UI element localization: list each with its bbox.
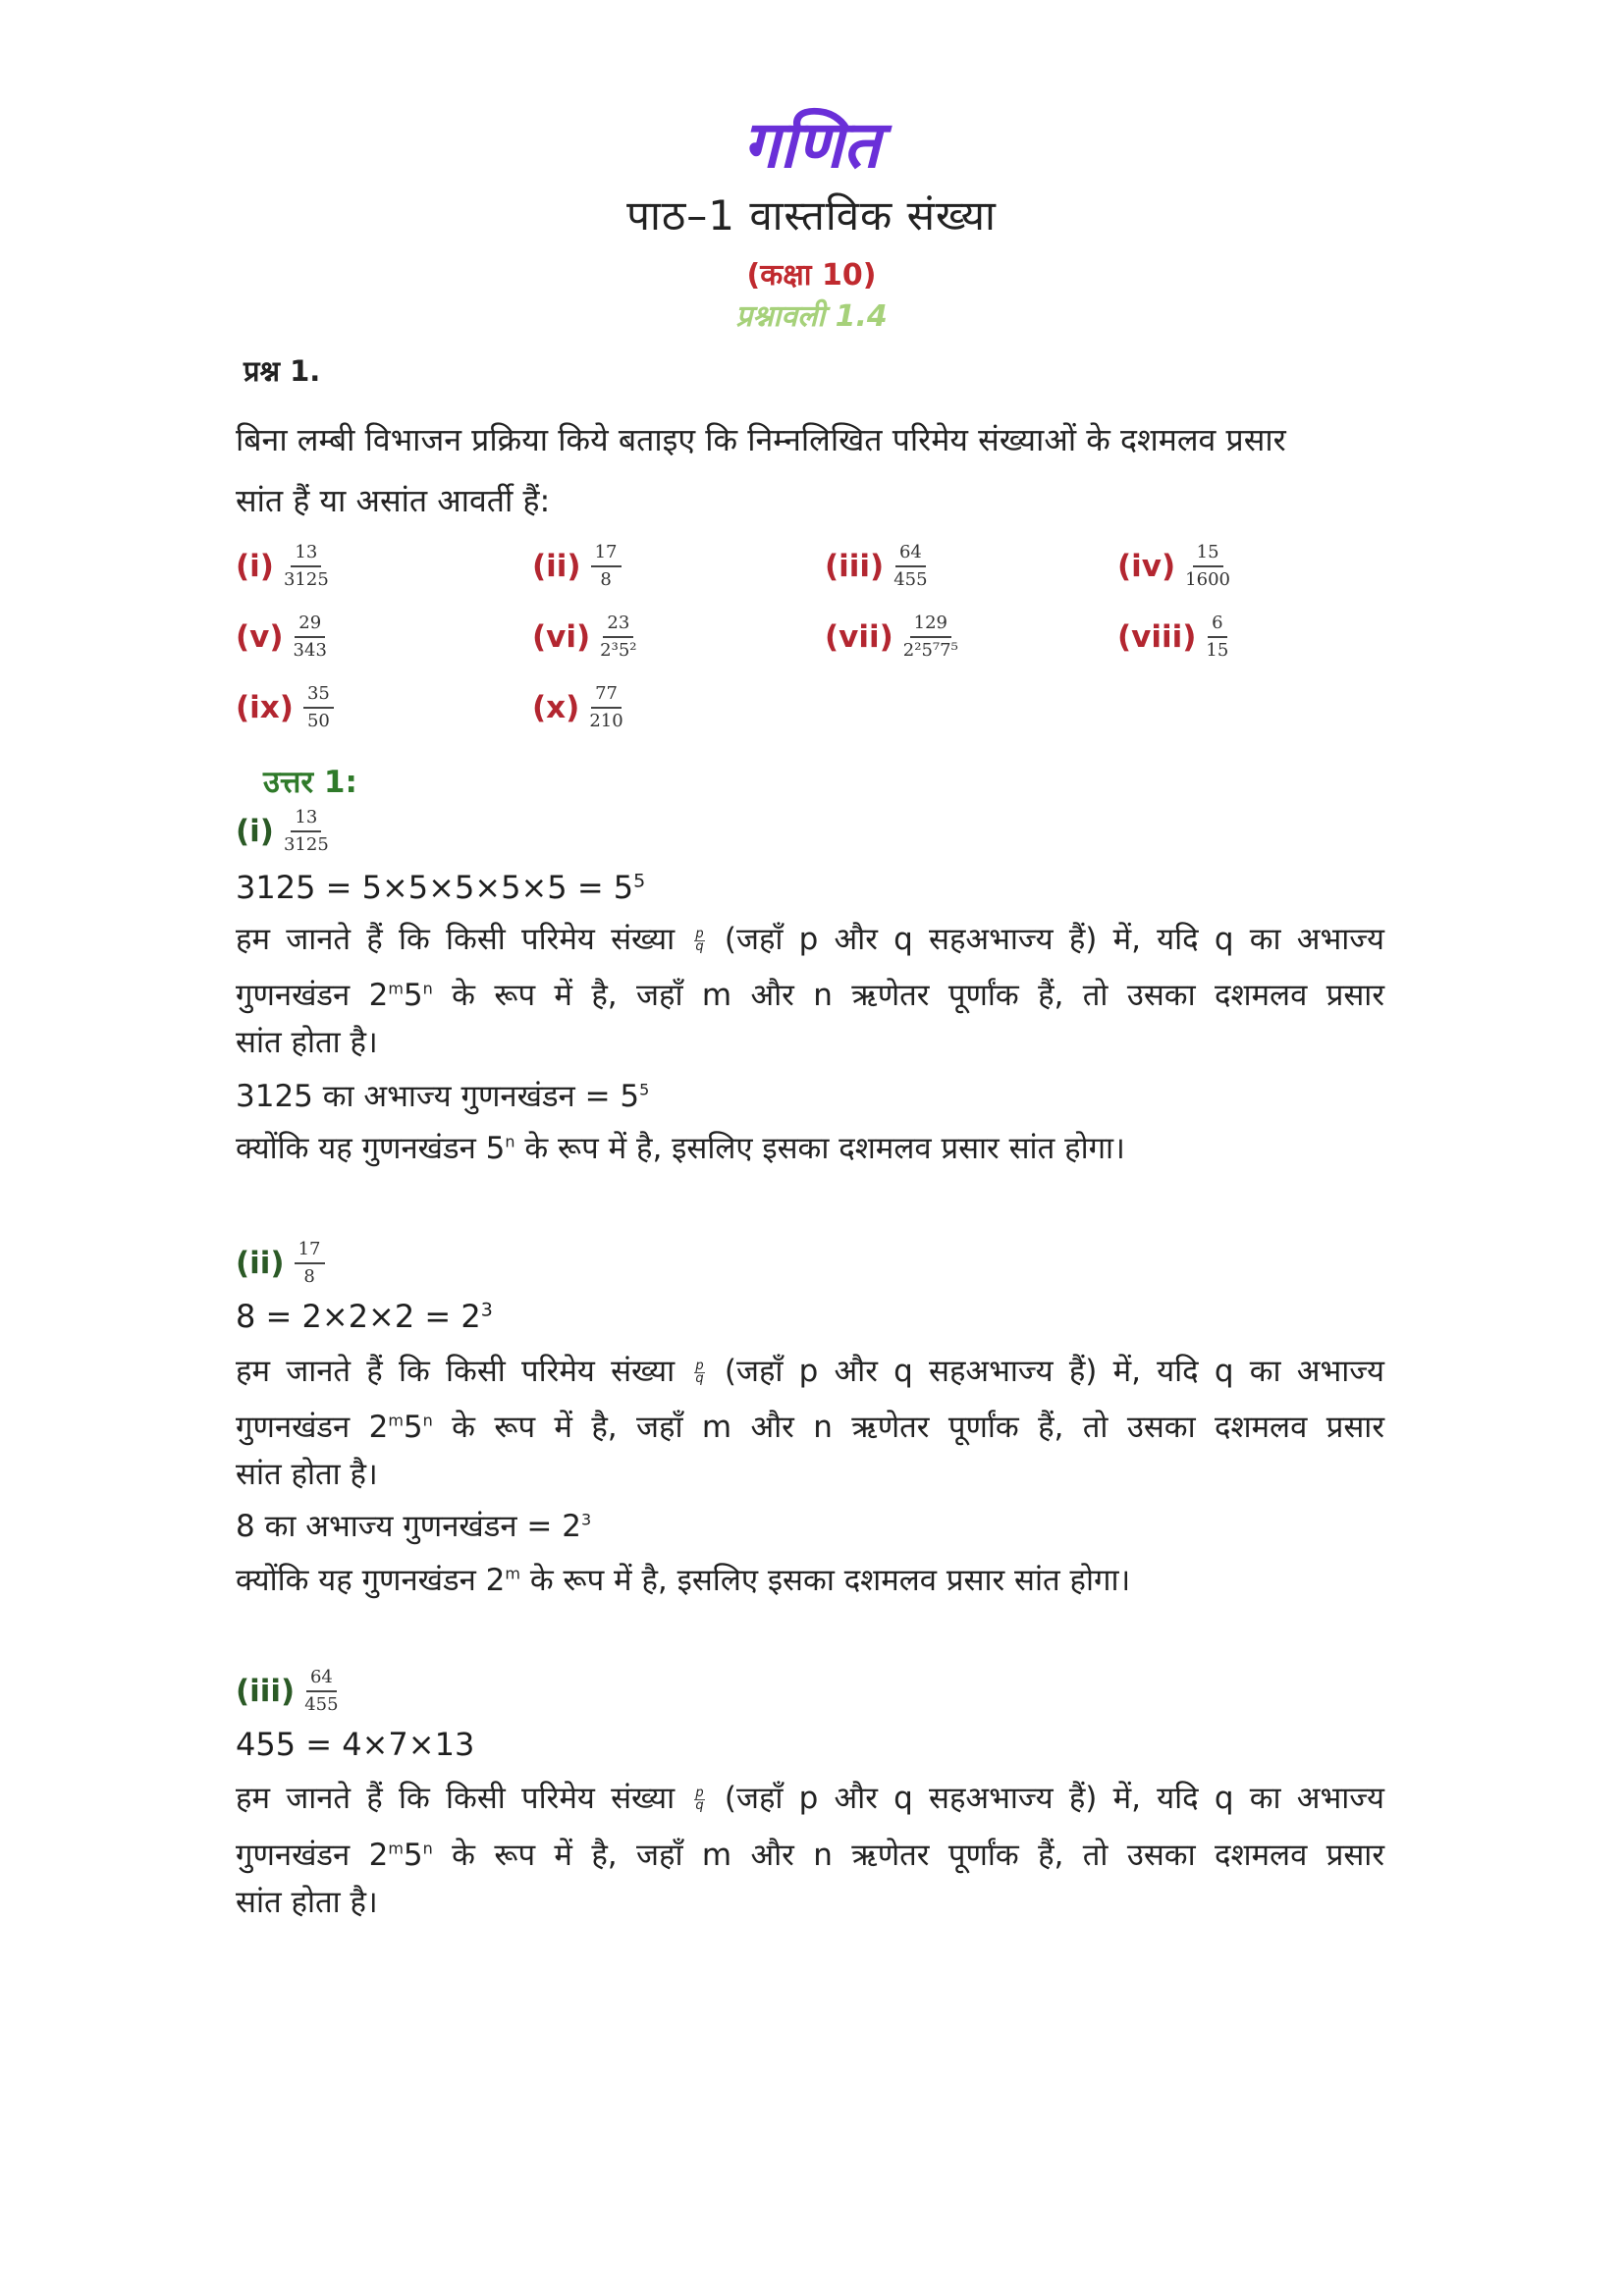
rule-line-1 [236, 1777, 1384, 1818]
fraction [1206, 613, 1228, 662]
fraction [1185, 542, 1230, 591]
question-text-line1: बिना लम्बी विभाजन प्रक्रिया किये बताइए कि निम्नलिखित परिमेय संख्याओं के दशमलव प्रसार [236, 421, 1286, 458]
fraction [284, 807, 329, 856]
chapter-title: पाठ–1 वास्तविक संख्या [626, 191, 997, 240]
answer-part-heading [236, 807, 329, 856]
p: p [695, 1786, 704, 1800]
fraction [893, 542, 927, 591]
rule-text: गुणनखंडन 2 [236, 1838, 389, 1873]
conclusion-text: के रूप में है, इसलिए इसका दशमलव प्रसार सांत होगा। [524, 1131, 1125, 1166]
question-item [532, 613, 637, 662]
factorization-line [236, 1298, 493, 1335]
item-label: (vii) [825, 619, 893, 655]
factorization-line [236, 869, 645, 906]
rule-text: (जहाँ p और q सहअभाज्य हैं) में, यदि q का अभाज्य [724, 922, 1384, 957]
item-label: (iii) [825, 549, 885, 584]
exponent: 5 [639, 1080, 650, 1099]
p-over-q [694, 1361, 704, 1385]
factorization-text: 8 = 2×2×2 = 2 [236, 1298, 481, 1335]
prime-text: 3125 का अभाज्य गुणनखंडन = 5 [236, 1079, 640, 1114]
conclusion-text: क्योंकि यह गुणनखंडन 2 [236, 1563, 506, 1598]
rule-text: (जहाँ p और q सहअभाज्य हैं) में, यदि q का अभाज्य [724, 1781, 1384, 1816]
question-item [236, 613, 327, 662]
prime-factorization-line [236, 1505, 1384, 1546]
exponent: 3 [480, 1299, 493, 1321]
rule-text: हम जानते हैं कि किसी परिमेय संख्या [236, 1781, 676, 1816]
numerator: 29 [295, 613, 325, 638]
rule-text: (जहाँ p और q सहअभाज्य हैं) में, यदि q का अभाज्य [724, 1354, 1384, 1389]
denominator: 15 [1206, 640, 1229, 661]
numerator: 6 [1208, 613, 1226, 638]
p-over-q [694, 1788, 704, 1812]
part-label: (ii) [236, 1246, 285, 1281]
rule-text: के रूप में है, जहाँ m और n ऋणेतर पूर्णांक हैं, तो उसका दशमलव प्रसार [452, 1410, 1384, 1445]
item-label: (x) [532, 690, 580, 725]
denominator: 2²5⁷7⁵ [902, 640, 958, 661]
q: q [695, 939, 704, 954]
exponent: n [422, 1411, 433, 1430]
question-item [236, 683, 334, 732]
fraction [303, 683, 334, 732]
fraction [284, 542, 329, 591]
rule-line-2 [236, 974, 1384, 1015]
exercise-label: प्रश्नावली 1.4 [735, 299, 888, 334]
base: 5 [403, 1410, 423, 1445]
q: q [695, 1371, 704, 1386]
base: 5 [403, 978, 423, 1013]
p: p [695, 1359, 704, 1373]
question-item [825, 542, 928, 591]
rule-text: गुणनखंडन 2 [236, 1410, 389, 1445]
numerator: 35 [303, 683, 334, 709]
question-item [532, 542, 622, 591]
class-label: (कक्षा 10) [746, 258, 877, 293]
question-label: प्रश्न 1. [243, 354, 321, 388]
prime-text: 8 का अभाज्य गुणनखंडन = 2 [236, 1509, 581, 1544]
numerator: 13 [291, 542, 321, 567]
numerator: 15 [1193, 542, 1223, 567]
part-label: (i) [236, 814, 274, 849]
numerator: 129 [910, 613, 951, 638]
numerator: 64 [895, 542, 926, 567]
denominator: 455 [893, 569, 928, 590]
numerator: 13 [291, 807, 321, 832]
denominator: 1600 [1185, 569, 1230, 590]
numerator: 17 [591, 542, 622, 567]
rule-text: हम जानते हैं कि किसी परिमेय संख्या [236, 922, 676, 957]
base: 5 [403, 1838, 423, 1873]
prime-factorization-line [236, 1075, 1384, 1116]
item-label: (iv) [1117, 549, 1176, 584]
rule-line-3: सांत होता है। [236, 1885, 378, 1920]
numerator: 23 [603, 613, 633, 638]
part-label: (iii) [236, 1674, 296, 1709]
denominator: 2³5² [600, 640, 637, 661]
answer-heading: उत्तर 1: [263, 765, 357, 800]
exponent: 5 [633, 870, 646, 892]
conclusion-text: क्योंकि यह गुणनखंडन 5 [236, 1131, 506, 1166]
item-label: (viii) [1117, 619, 1197, 655]
rule-line-2 [236, 1834, 1384, 1875]
rule-text: गुणनखंडन 2 [236, 978, 389, 1013]
fraction [591, 542, 622, 591]
answer-part-heading [236, 1239, 325, 1288]
exponent: m [388, 979, 404, 998]
fraction [903, 613, 958, 662]
exponent: n [505, 1132, 515, 1151]
fraction [304, 1667, 338, 1716]
item-label: (i) [236, 549, 274, 584]
q: q [695, 1798, 704, 1813]
question-text-line2: सांत हैं या असांत आवर्ती हैं: [236, 482, 551, 519]
denominator: 8 [303, 1266, 315, 1287]
rule-text: हम जानते हैं कि किसी परिमेय संख्या [236, 1354, 676, 1389]
numerator: 17 [295, 1239, 325, 1264]
question-item [1117, 613, 1228, 662]
item-label: (ii) [532, 549, 581, 584]
factorization-line: 455 = 4×7×13 [236, 1726, 475, 1763]
denominator: 3125 [283, 569, 329, 590]
answer-part-heading [236, 1667, 339, 1716]
question-item [1117, 542, 1230, 591]
exponent: m [505, 1564, 520, 1583]
question-item [236, 542, 329, 591]
denominator: 210 [589, 711, 623, 731]
rule-line-2 [236, 1406, 1384, 1447]
rule-text: के रूप में है, जहाँ m और n ऋणेतर पूर्णांक हैं, तो उसका दशमलव प्रसार [452, 1838, 1384, 1873]
exponent: n [422, 979, 433, 998]
item-label: (ix) [236, 690, 294, 725]
exponent: m [388, 1839, 404, 1858]
numerator: 64 [306, 1667, 337, 1692]
fraction [295, 1239, 325, 1288]
question-item [532, 683, 623, 732]
denominator: 50 [306, 711, 330, 731]
rule-text: के रूप में है, जहाँ m और n ऋणेतर पूर्णांक हैं, तो उसका दशमलव प्रसार [452, 978, 1384, 1013]
exponent: 3 [580, 1510, 592, 1529]
rule-line-3: सांत होता है। [236, 1457, 378, 1492]
fraction [600, 613, 636, 662]
p: p [695, 927, 704, 941]
fraction [294, 613, 327, 662]
denominator: 8 [600, 569, 612, 590]
rule-line-3: सांत होता है। [236, 1025, 378, 1060]
conclusion-line [236, 1559, 1384, 1600]
conclusion-text: के रूप में है, इसलिए इसका दशमलव प्रसार सांत होगा। [529, 1563, 1131, 1598]
item-label: (vi) [532, 619, 591, 655]
factorization-text: 3125 = 5×5×5×5×5 = 5 [236, 869, 634, 906]
fraction [589, 683, 622, 732]
denominator: 3125 [283, 834, 329, 855]
subject-title: गणित [742, 107, 881, 183]
denominator: 455 [304, 1694, 339, 1715]
numerator: 77 [591, 683, 622, 709]
rule-line-1 [236, 1350, 1384, 1391]
exponent: n [422, 1839, 433, 1858]
conclusion-line [236, 1127, 1384, 1168]
question-item [825, 613, 958, 662]
exponent: m [388, 1411, 404, 1430]
p-over-q [694, 929, 704, 953]
denominator: 343 [293, 640, 327, 661]
rule-line-1 [236, 918, 1384, 959]
item-label: (v) [236, 619, 284, 655]
